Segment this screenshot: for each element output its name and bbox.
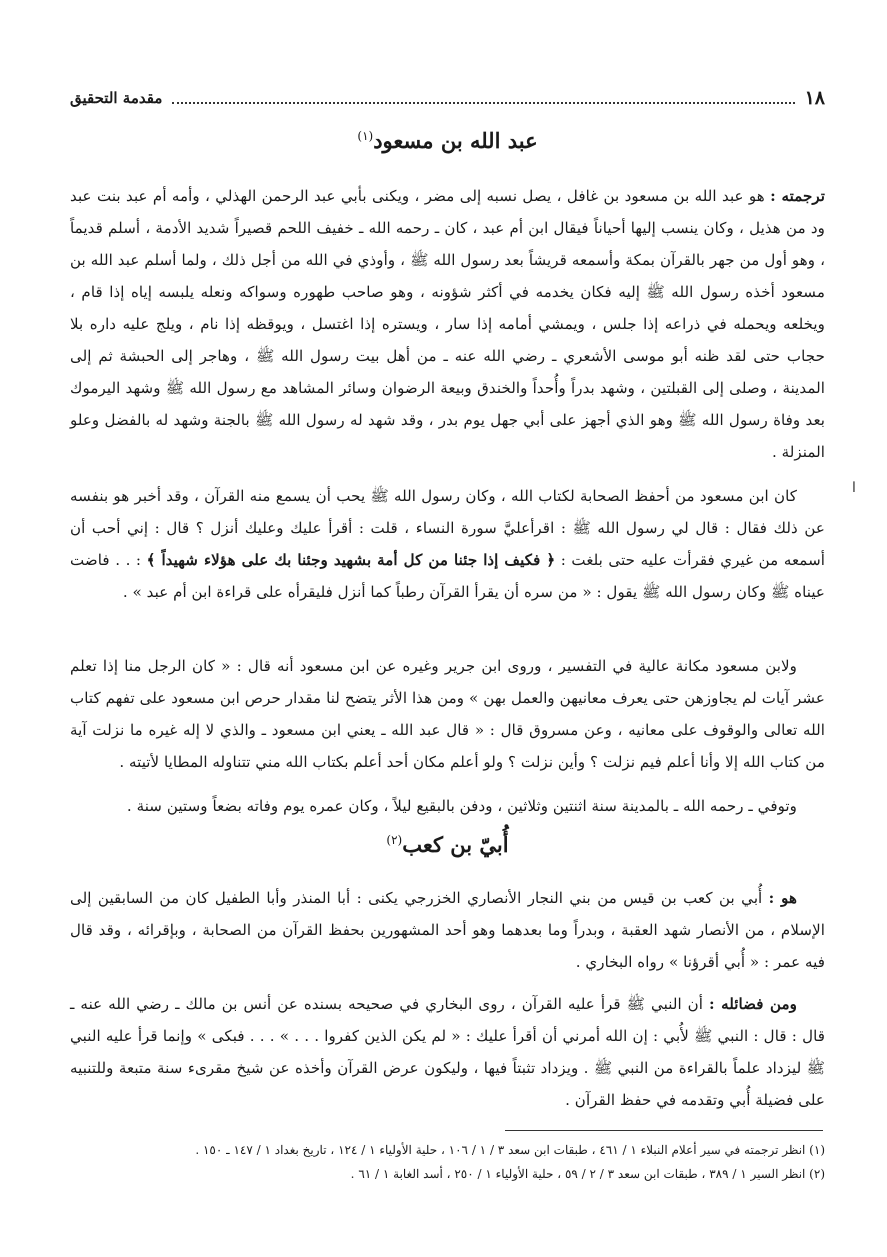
header-dotted-leader [172, 92, 794, 104]
section-title-ibn-masud [70, 128, 825, 153]
paragraph-text: هو عبد الله بن مسعود بن غافل ، يصل نسبه إلى مضر ، ويكنى بأبي عبد الرحمن الهذلي ، وأمه أم عبد بنت عبد ود من هذيل ، وكان ينسب إليها أحياناً فيقال ابن أم عبد ، كان ـ رحمه الله ـ خفيف اللحم قصيراً شديد الأدمة ، أسلم قديماً ، وهو أول من جهر بالقرآن بمكة وأسمعه قريشاً بعد رسول الله ﷺ ، وأوذي في الله من أجل ذلك ، ولما أسلم عبد الله بن مسعود أخذه رسول الله ﷺ إليه فكان يخدمه في أكثر شؤونه ، وهو صاحب طهوره وسواكه ونعله يلبسه إياه إذا قام ، ويخلعه ويحمله في ذراعه إذا جلس ، ويمشي أمامه إذا سار ، ويستره إذا اغتسل ، ويوقظه إذا نام ، ويلج عليه داره بلا حجاب حتى لقد ظنه أبو موسى الأشعري ـ رضي الله عنه ـ من أهل بيت رسول الله ﷺ ، وهاجر إلى الحبشة ثم إلى المدينة ، وصلى إلى القبلتين ، وشهد بدراً وأُحداً والخندق وبيعة الرضوان وسائر المشاهد مع رسول الله ﷺ وشهد اليرموك بعد وفاة رسول الله ﷺ وهو الذي أجهز على أبي جهل يوم بدر ، وقد شهد له رسول الله ﷺ بالجنة وشهد له بالفضل وعلو المنزلة . [70, 187, 825, 461]
footnote-separator [505, 1130, 823, 1131]
paragraph-ubayy-bio [70, 882, 825, 978]
page-number: ١٨ [804, 87, 825, 109]
running-title: مقدمة التحقيق [70, 89, 163, 107]
paragraph-label: ومن فضائله : [709, 995, 798, 1013]
paragraph-text: أن النبي ﷺ قرأ عليه القرآن ، روى البخاري في صحيحه بسنده عن أنس بن مالك ـ رضي الله عنه ـ قال : قال : النبي ﷺ لأُبي : إن الله أمرني أن أقرأ عليك : « لم يكن الذين كفروا . . . » . . . فبكى » وإنما قرأ عليه النبي ﷺ ليزداد علماً بالقراءة من النبي ﷺ . ويزداد تثبتاً فيها ، وليكون عرض القرآن وأخذه عن شيخ مقرىء سنة متبعة وللتنبيه على فضيلة أُبي وتقدمه في حفظ القرآن . [70, 995, 825, 1109]
footnote-1: (١) انظر ترجمته في سير أعلام النبلاء ١ / ٤٦١ ، طبقات ابن سعد ٣ / ١ / ١٠٦ ، حلية الأولياء ١ / ١٢٤ ، تاريخ بغداد ١ / ١٤٧ ـ ١٥٠ . [195, 1143, 825, 1157]
margin-mark: ا [852, 480, 856, 496]
paragraph-biography [70, 180, 825, 468]
paragraph-label: هو : [768, 889, 797, 907]
footnote-2: (٢) انظر السير ١ / ٣٨٩ ، طبقات ابن سعد ٣ / ٢ / ٥٩ ، حلية الأولياء ١ / ٢٥٠ ، أسد الغابة ١ / ٦١ . [350, 1167, 825, 1181]
paragraph-memorization [70, 480, 825, 608]
paragraph-text: كان ابن مسعود من أحفظ الصحابة لكتاب الله ، وكان رسول الله ﷺ يحب أن يسمع منه القرآن ، وقد أخبر هو بنفسه عن ذلك فقال : قال لي رسول الله ﷺ : اقرأعليَّ سورة النساء ، قلت : أقرأ عليك وعليك أنزل ؟ قال : إني أحب أن أسمعه من غيري فقرأت عليه حتى بلغت : [70, 487, 826, 569]
paragraph-label: ترجمته : [770, 187, 825, 205]
paragraph-text: أُبي بن كعب بن قيس من بني النجار الأنصاري الخزرجي يكنى : أبا المنذر وأبا الطفيل كان من السابقين إلى الإسلام ، من الأنصار شهد العقبة ، وبدراً وما بعدهما وهو أحد المشهورين بحفظ القرآن من الصحابة ، وبإقرائه ، وقد قال فيه عمر : « أُبي أقرؤنا » رواه البخاري . [70, 889, 825, 971]
paragraph-ubayy-virtues [70, 988, 825, 1116]
paragraph-tafsir [70, 650, 825, 778]
section-title-ubayy [70, 832, 825, 857]
section-title-text: عبد الله بن مسعود [373, 128, 538, 153]
footnote-ref: (٢) [386, 833, 403, 847]
paragraph-text: وتوفي ـ رحمه الله ـ بالمدينة سنة اثنتين وثلاثين ، ودفن بالبقيع ليلاً ، وكان عمره يوم وفاته بضعاً وستين سنة . [126, 797, 797, 815]
paragraph-death [70, 790, 825, 822]
paragraph-text: : . . فاضت عيناه ﷺ وكان رسول الله ﷺ يقول : « من سره أن يقرأ القرآن رطباً كما أنزل فليقرأه على قراءة ابن أم عبد » . [70, 551, 825, 601]
footnote-ref: (١) [357, 129, 374, 143]
quran-verse: ﴿ فكيف إذا جئنا من كل أمة بشهيد وجئنا بك على هؤلاء شهيداً ﴾ [146, 551, 556, 569]
paragraph-text: ولابن مسعود مكانة عالية في التفسير ، وروى ابن جرير وغيره عن ابن مسعود أنه قال : « كان الرجل منا إذا تعلم عشر آيات لم يجاوزهن حتى يعرف معانيهن والعمل بهن » ومن هذا الأثر يتضح لنا مقدار حرص ابن مسعود على تفهم كتاب الله تعالى والوقوف على معانيه ، وعن مسروق قال : « قال عبد الله ـ يعني ابن مسعود ـ والذي لا إله غيره ما نزلت آية من كتاب الله إلا وأنا أعلم فيم نزلت ؟ وأين نزلت ؟ ولو أعلم مكان أحد أعلم بكتاب الله مني تتناوله المطايا لأتيته . [70, 657, 825, 771]
section-title-text: أُبيّ بن كعب [402, 832, 509, 857]
page-header [70, 86, 825, 110]
